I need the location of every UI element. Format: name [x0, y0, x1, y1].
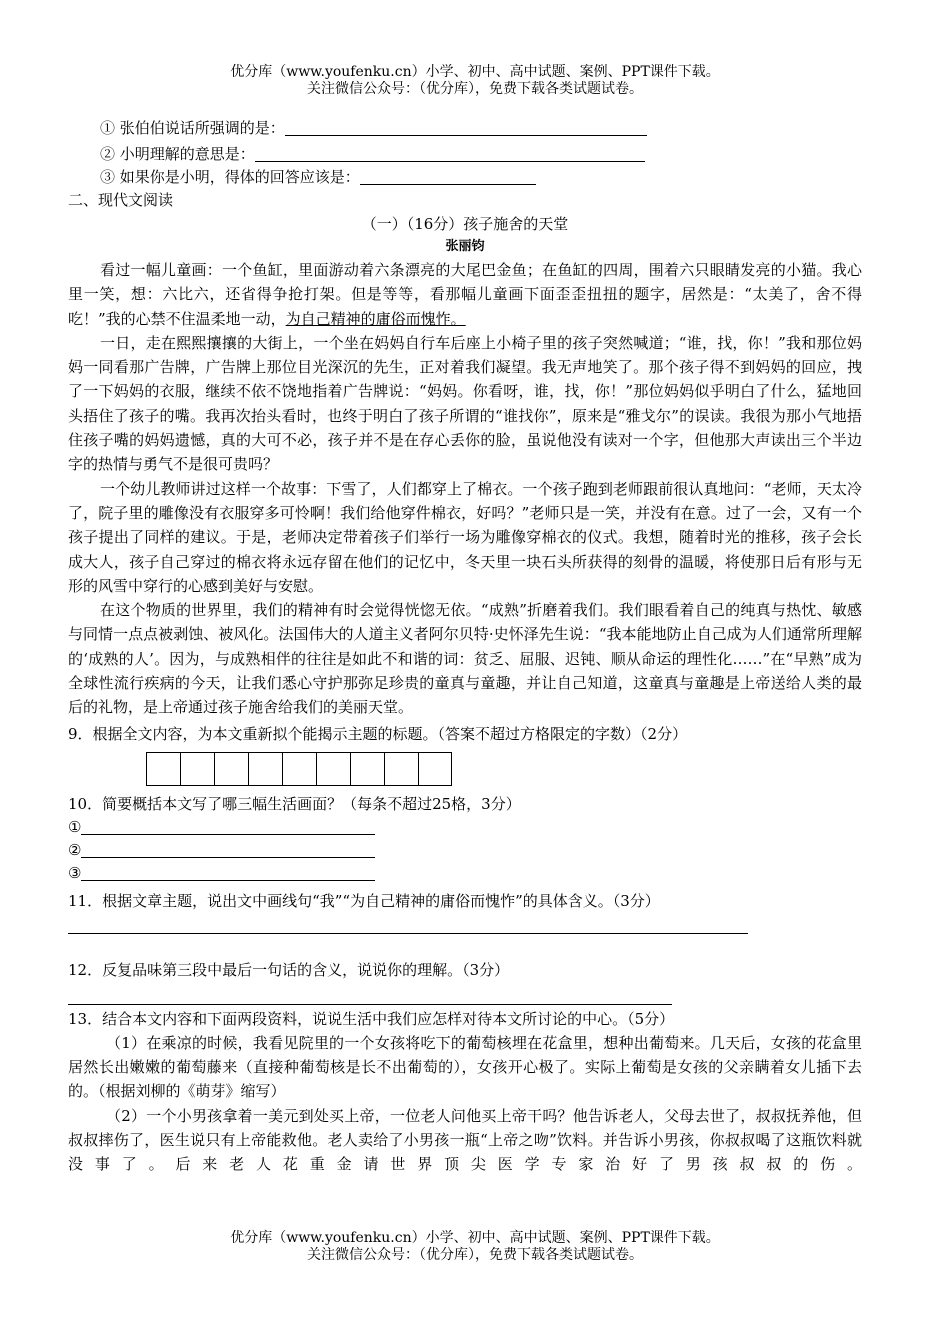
question-12: 12．反复品味第三段中最后一句话的含义，说说你的理解。（3分） [68, 960, 510, 979]
part1-item-1 [68, 117, 862, 140]
answer-blank [81, 865, 375, 881]
answer-cell[interactable] [384, 752, 418, 786]
material-2: （2）一个小男孩拿着一美元到处买上帝，一位老人问他买上帝干吗？他告诉老人，父母去世了，叔叔抚养他，但叔叔摔伤了，医生说只有上帝能救他。老人卖给了小男孩一瓶“上帝之吻”饮料。并告诉小男孩，你叔叔喝了这瓶饮料就没事了。后来老人花重金请世界顶尖医学专家治好了男孩叔叔的伤。 [68, 1106, 862, 1174]
answer-cell[interactable] [146, 752, 180, 786]
answer-cell[interactable] [180, 752, 214, 786]
question-10: 10．简要概括本文写了哪三幅生活画面？（每条不超过25格，3分） [68, 794, 521, 813]
page-footer [0, 1230, 950, 1264]
underlined-sentence: 为自己精神的庸俗而愧怍。 [285, 309, 466, 328]
material-1: （1）在乘凉的时候，我看见院里的一个女孩将吃下的葡萄核埋在花盒里，想种出葡萄来。几天后，女孩的花盒里居然长出嫩嫩的葡萄藤来（直接种葡萄核是长不出葡萄的），女孩开心极了。实际上葡萄是女孩的父亲瞒着女儿插下去的。（根据刘柳的《萌芽》缩写） [68, 1033, 862, 1101]
header-line-1: 优分库（www.youfenku.cn）小学、初中、高中试题、案例、PPT课件下载。 [230, 64, 720, 80]
header-line-2: 关注微信公众号：（优分库），免费下载各类试题试卷。 [307, 81, 643, 97]
footer-line-2: 关注微信公众号：（优分库），免费下载各类试题试卷。 [307, 1247, 643, 1263]
part1-item-3-text: ③ 如果你是小明，得体的回答应该是： [100, 168, 360, 186]
answer-blank [285, 120, 647, 136]
article-author: 张丽钧 [445, 239, 485, 254]
answer-cell[interactable] [418, 752, 452, 786]
answer-cell[interactable] [350, 752, 384, 786]
answer-blank [81, 819, 375, 835]
article-paragraph-3: 一个幼儿教师讲过这样一个故事：下雪了，人们都穿上了棉衣。一个孩子跑到老师跟前很认真地问：“老师，天太冷了，院子里的雕像没有衣服穿多可怜啊！我们给他穿件棉衣，好吗？”老师只是一笑，并没有在意。过了一会，又有一个孩子提出了同样的建议。于是，老师决定带着孩子们举行一场为雕像穿棉衣的仪式。我想，随着时光的推移，孩子会长成大人，孩子自己穿过的棉衣将永远存留在他们的记忆中，冬天里一块石头所获得的刻骨的温暖，将使那日后有形与无形的风雪中穿行的心感到美好与安慰。 [68, 479, 862, 595]
question-10-answer-3: ③ [68, 862, 862, 885]
document-body [68, 117, 862, 1176]
page-header [0, 64, 950, 98]
article-title: （一）（16分）孩子施舍的天堂 [361, 215, 569, 233]
question-13: 13．结合本文内容和下面两段资料，说说生活中我们应怎样对待本文所讨论的中心。（5分） [68, 1009, 675, 1028]
section-heading: 二、现代文阅读 [68, 191, 174, 209]
part1-item-2-text: ② 小明理解的意思是： [100, 145, 255, 163]
article-paragraph-2: 一日，走在熙熙攘攘的大街上，一个坐在妈妈自行车后座上小椅子里的孩子突然喊道；“谁，找，你！”我和那位妈妈一同看那广告牌，广告牌上那位目光深沉的先生，正对着我们凝望。我无声地笑了。那个孩子得不到妈妈的回应，拽了一下妈妈的衣服，继续不依不饶地指着广告牌说：“妈妈。你看呀，谁，找，你！”那位妈妈似乎明白了什么，猛地回头捂住了孩子的嘴。我再次抬头看时，也终于明白了孩子所谓的“谁找你”，原来是“雅戈尔”的误读。我很为那小气地捂住孩子嘴的妈妈遗憾，真的大可不必，孩子并不是在存心丢你的脸，虽说他没有读对一个字，但他那大声读出三个半边字的热情与勇气不是很可贵吗？ [68, 333, 862, 474]
answer-cell[interactable] [214, 752, 248, 786]
part1-item-3 [68, 166, 862, 189]
question-11: 11．根据文章主题，说出文中画线句“我”“为自己精神的庸俗而愧怍”的具体含义。（3分） [68, 891, 660, 910]
answer-cell[interactable] [282, 752, 316, 786]
question-10-answer-2: ② [68, 839, 862, 862]
answer-blank [360, 169, 536, 185]
part1-item-1-text: ① 张伯伯说话所强调的是： [100, 119, 285, 137]
question-9: 9．根据全文内容，为本文重新拟个能揭示主题的标题。（答案不超过方格限定的字数）（2分） [68, 724, 688, 743]
article-paragraph-4: 在这个物质的世界里，我们的精神有时会觉得恍惚无依。“成熟”折磨着我们。我们眼看着自己的纯真与热忱、敏感与同情一点点被剥蚀、被风化。法国伟大的人道主义者阿尔贝特·史怀泽先生说：“我本能地防止自己成为人们通常所理解的‘成熟的人’。因为，与成熟相伴的往往是如此不和谐的词：贫乏、屈服、迟钝、顺从命运的理性化……”在“早熟”成为全球性流行疾病的今天，让我们悉心守护那弥足珍贵的童真与童趣，并让自己知道，这童真与童趣是上帝送给人类的最后的礼物，是上帝通过孩子施舍给我们的美丽天堂。 [68, 601, 862, 717]
question-12-answer-line [68, 982, 672, 1005]
title-answer-grid [146, 752, 862, 786]
answer-cell[interactable] [248, 752, 282, 786]
question-11-answer-line [68, 913, 748, 934]
question-10-answer-1: ① [68, 816, 862, 839]
footer-line-1: 优分库（www.youfenku.cn）小学、初中、高中试题、案例、PPT课件下载。 [230, 1230, 720, 1246]
article-paragraph-1: 看过一幅儿童画：一个鱼缸，里面游动着六条漂亮的大尾巴金鱼；在鱼缸的四周，围着六只眼睛发亮的小猫。我心里一笑，想：六比六，还省得争抢打架。但是等等，看那幅儿童画下面歪歪扭扭的题字，居然是：“太美了，舍不得吃！”我的心禁不住温柔地一动，为自己精神的庸俗而愧怍。 [68, 261, 862, 328]
answer-cell[interactable] [316, 752, 350, 786]
answer-blank [81, 842, 375, 858]
part1-item-2 [68, 143, 862, 166]
answer-blank [255, 146, 645, 162]
